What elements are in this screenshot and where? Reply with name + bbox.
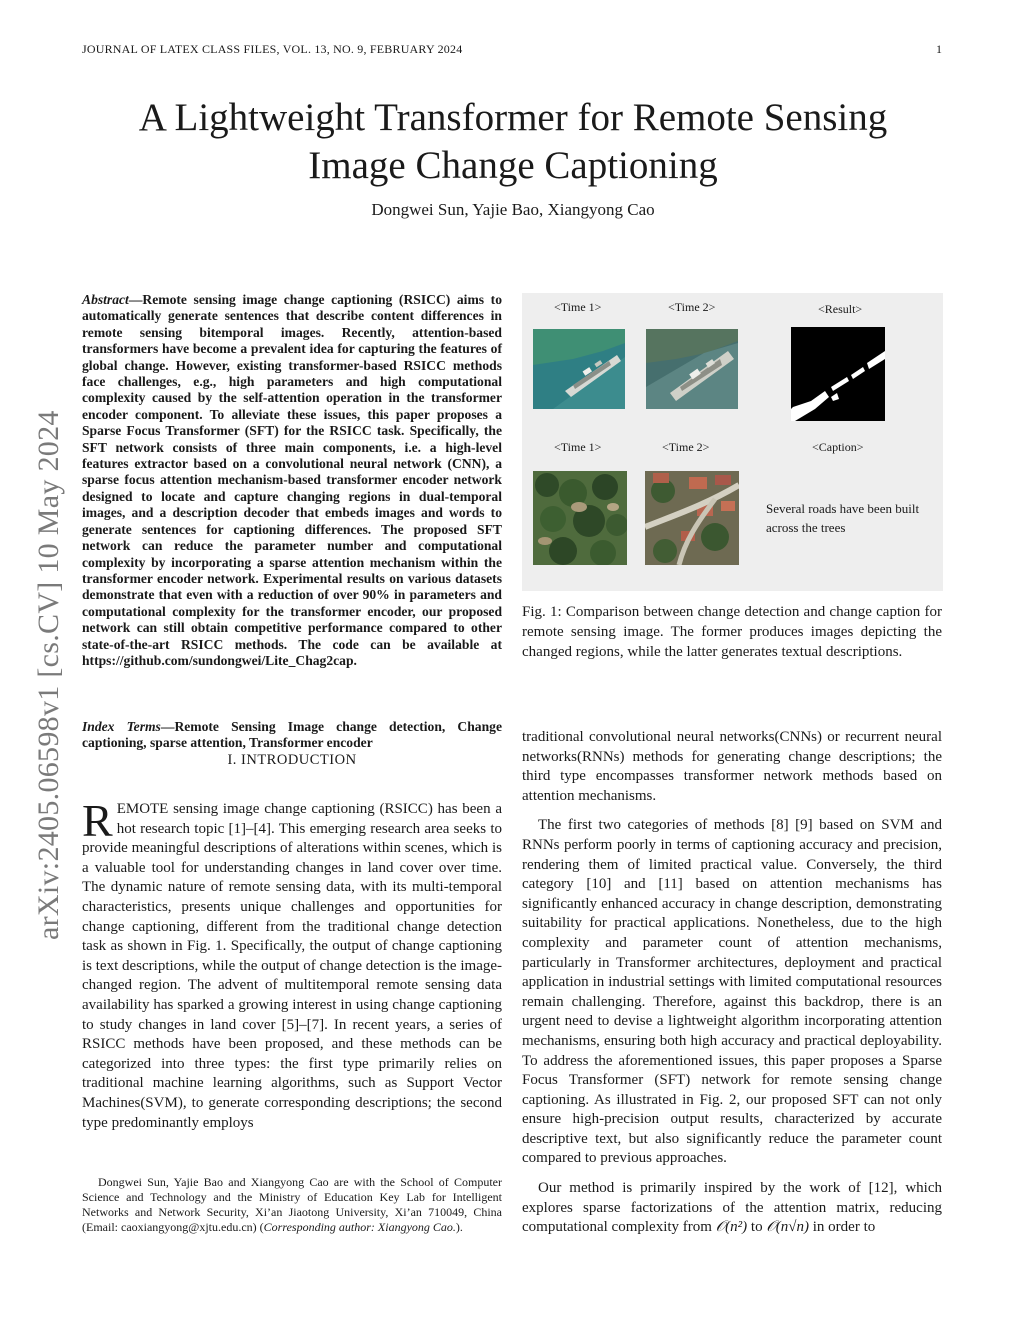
figure-caption-text: Several roads have been built across the trees: [766, 501, 920, 535]
running-head: JOURNAL OF LATEX CLASS FILES, VOL. 13, NO. 9, FEBRUARY 2024: [82, 42, 463, 56]
figure-1: [522, 293, 943, 591]
authors: Dongwei Sun, Yajie Bao, Xiangyong Cao: [371, 200, 655, 219]
right-paragraph-2: The first two categories of methods [8] [9] based on SVM and RNNs perform poorly in terms of captioning accuracy and precision, rendering them of limited practical value. Conversely, the third category [10] and [11] based on attention mechanisms has significantly enhanced accuracy in change description, demonstrating suitability for practical applications. Nonetheless, due to the high complexity and parameter count of attention mechanisms, particularly in Transformer architectures, deployment and practical application in industrial settings with limited computational resources remain challenging. Therefore, against this backdrop, there is an urgent need to devise a lightweight algorithm incorporating attention mechanisms, ensuring both high accuracy and practical deployability. To address the aforementioned issues, this paper proposes a Sparse Focus Transformer (SFT) network for remote sensing change captioning. As illustrated in Fig. 2, our proposed SFT can not only ensure high-precision output results, characterized by accurate descriptive text, but also significantly reduce the parameter count compared to previous approaches.: [522, 817, 942, 1167]
page-number: 1: [936, 42, 942, 56]
p3-start: Our method is primarily inspired by the work of [12], which explores sparse factorizations of the attention matrix, reducing computational complexity from: [522, 1180, 942, 1236]
abstract-text: —Remote sensing image change captioning (RSICC) aims to automatically generate sentences that describe content differences in remote sensing bitemporal images. Recently, attention-based transformers have become a prevalent idea for capturing the features of global change. However, existing transformer-based RSICC methods face challenges, e.g., high parameters and high computational complexity caused by the self-attention operation in the transformer encoder component. To alleviate these issues, this paper proposes a Sparse Focus Transformer (SFT) for the RSICC task. Specifically, the SFT network consists of three main components, i.e. a high-level features extractor based on a convolutional neural network (CNN), a sparse focus attention mechanism-based transformer encoder network designed to locate and capture changing regions in dual-temporal images, and a description decoder that embeds images and words to generate sentences for captioning differences. The proposed SFT network can reduce the parameter number and computational complexity by incorporating a sparse attention mechanism within the transformer encoder network. Experimental results on various datasets demonstrate that even with a reduction of over 90% in parameters and computational complexity for the transformer encoder, our proposed network can still obtain competitive performance compared to other state-of-the-art RSICC methods. The code can be available at https://github.com/sundongwei/Lite_Chag2cap.: [82, 292, 502, 668]
image-harbor-time2: [646, 329, 738, 409]
paper-title: [82, 94, 944, 190]
index-terms: [82, 719, 502, 752]
drop-cap: R: [82, 795, 113, 846]
image-trees-time2: [645, 471, 739, 565]
image-change-mask: [791, 327, 885, 421]
footnote: [82, 1175, 502, 1235]
footnote-corresponding: Corresponding author: Xiangyong Cao.: [263, 1220, 456, 1234]
right-paragraph-3: [522, 1179, 942, 1238]
right-paragraph-1: traditional convolutional neural networks(CNNs) or recurrent neural networks(RNNs) methods for generating change descriptions; the third type encompasses transformer network methods based on attention mechanisms.: [522, 729, 942, 804]
right-column-text: [522, 728, 942, 1248]
p3-end: in order to: [809, 1219, 876, 1236]
title-line-2: Image Change Captioning: [308, 144, 718, 187]
label-caption: <Caption>: [812, 440, 864, 454]
image-harbor-time1: [533, 329, 625, 409]
math-complexity-nsqrtn: 𝒪(n√n): [766, 1219, 810, 1236]
label-time1-bottom: <Time 1>: [554, 440, 602, 454]
label-result: <Result>: [818, 302, 863, 316]
arxiv-stamp: arXiv:2405.06598v1 [cs.CV] 10 May 2024: [32, 410, 65, 940]
introduction-text: [82, 795, 502, 1133]
intro-body: EMOTE sensing image change captioning (RSICC) has been a hot research topic [1]–[4]. This emerging research area seeks to provide meaningful descriptions of alterations within scenes, which is a valuable tool for understanding changes in land cover over time. The dynamic nature of remote sensing data, with its multi-temporal characteristics, presents unique challenges and opportunities for change captioning, different from the traditional change detection task as shown in Fig. 1. Specifically, the output of change captioning is text descriptions, while the output of change detection is the image-changed region. The advent of multitemporal remote sensing data availability has sparked a growing interest in using change captioning to study changes in land cover [5]–[7]. In recent years, a series of RSICC methods have been proposed, and these methods can be categorized into three types: the first type primarily relies on traditional machine learning algorithms, such as Support Vector Machines(SVM), to generate corresponding descriptions; the second type predominantly employs: [82, 801, 502, 1131]
label-time2-top: <Time 2>: [668, 300, 716, 314]
abstract: [82, 292, 502, 669]
index-terms-label: Index Terms: [82, 719, 161, 734]
title-line-1: A Lightweight Transformer for Remote Sensing: [138, 96, 888, 139]
footnote-end: ).: [455, 1220, 463, 1234]
p3-mid: to: [747, 1219, 767, 1236]
section-heading-introduction: I. INTRODUCTION: [227, 752, 357, 768]
label-time2-bottom: <Time 2>: [662, 440, 710, 454]
index-terms-text: —Remote Sensing Image change detection, Change captioning, sparse attention, Transformer encoder: [82, 719, 502, 751]
image-trees-time1: [533, 471, 627, 565]
label-time1-top: <Time 1>: [554, 300, 602, 314]
figure-1-caption: Fig. 1: Comparison between change detection and change caption for remote sensing image. The former produces images depicting the changed regions, while the latter generates textual descriptions.: [522, 604, 942, 660]
footnote-text: Dongwei Sun, Yajie Bao and Xiangyong Cao are with the School of Computer Science and Technology and the Ministry of Education Key Lab for Intelligent Networks and Network Security, Xi’an Jiaotong University, Xi’an 710049, China (Email: caoxiangyong@xjtu.edu.cn) (: [82, 1175, 502, 1234]
abstract-label: Abstract: [82, 292, 129, 307]
math-complexity-n2: 𝒪(n²): [715, 1219, 748, 1236]
